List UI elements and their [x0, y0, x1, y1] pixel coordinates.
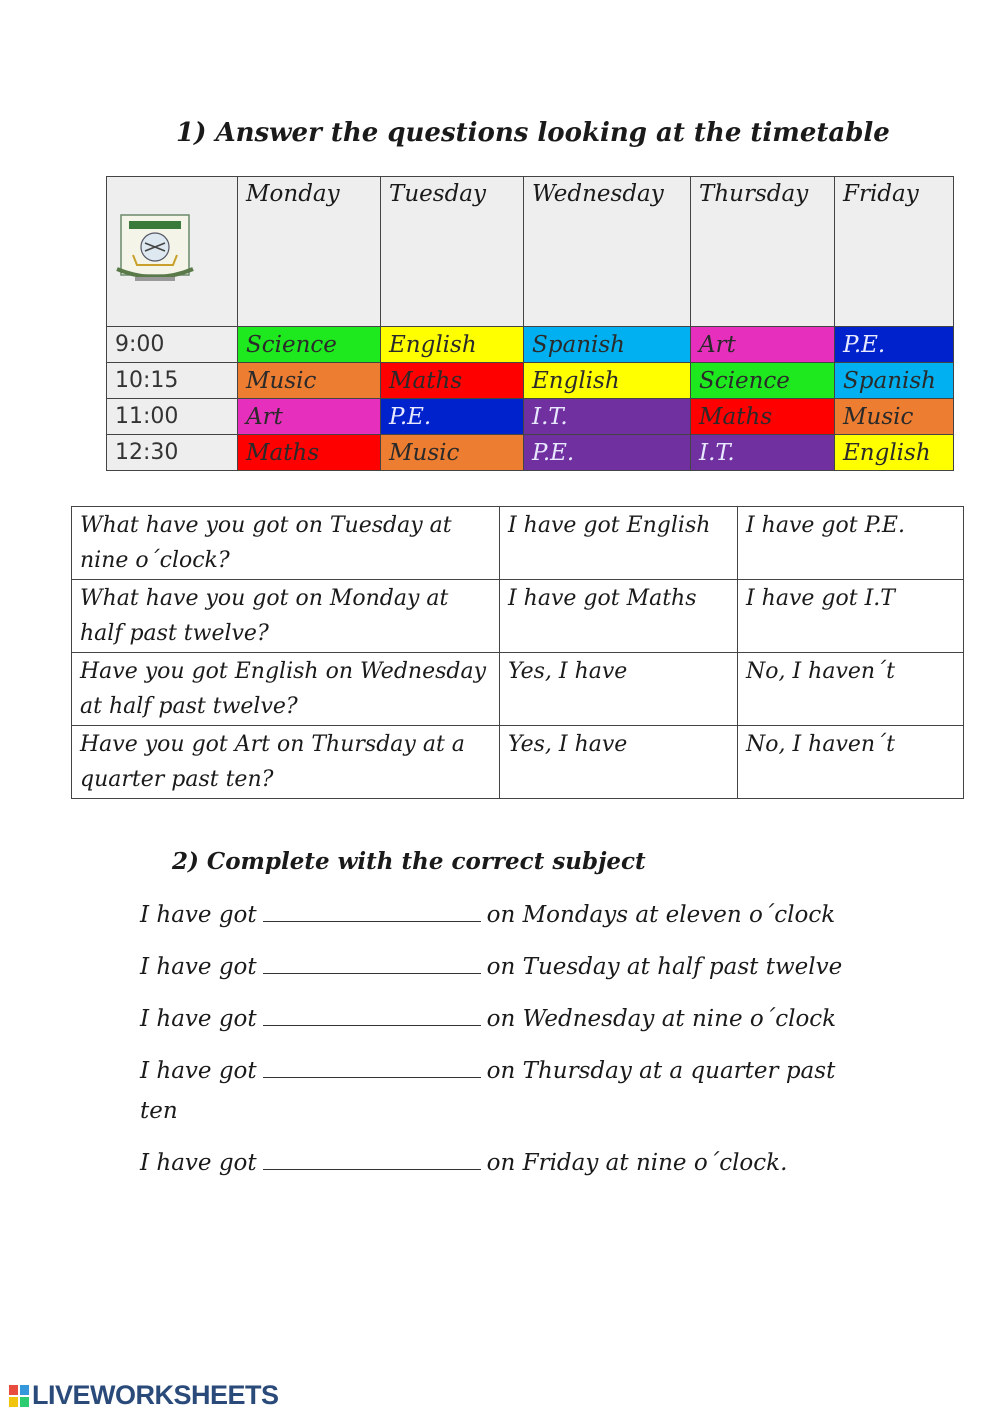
subject-cell: Music [238, 363, 381, 399]
timetable-row [107, 363, 954, 399]
day-header-monday: Monday [238, 177, 381, 327]
answer-option-b[interactable]: I have got I.T [738, 580, 964, 653]
question-text: What have you got on Tuesday at nine o´clock? [72, 507, 500, 580]
sentence-suffix: on Tuesday at half past twelve [486, 954, 843, 980]
subject-cell: Science [691, 363, 835, 399]
sentence-prefix: I have got [140, 954, 257, 980]
timetable-row [107, 399, 954, 435]
subject-cell: Maths [691, 399, 835, 435]
sentence [140, 1143, 880, 1183]
time-cell: 12:30 [107, 435, 238, 471]
question-text: Have you got Art on Thursday at a quarter past ten? [72, 726, 500, 799]
question-row [72, 507, 964, 580]
time-cell: 10:15 [107, 363, 238, 399]
answer-option-a[interactable]: I have got English [500, 507, 738, 580]
liveworksheets-logo-icon [8, 1384, 30, 1408]
question-row [72, 726, 964, 799]
answer-option-a[interactable]: Yes, I have [500, 726, 738, 799]
day-header-tuesday: Tuesday [381, 177, 524, 327]
timetable-row [107, 327, 954, 363]
answer-option-a[interactable]: I have got Maths [500, 580, 738, 653]
question-text: What have you got on Monday at half past twelve? [72, 580, 500, 653]
sentence [140, 1051, 880, 1131]
timetable-header-row [107, 177, 954, 327]
sentence-prefix: I have got [140, 1150, 257, 1176]
answer-blank[interactable] [263, 1149, 481, 1170]
subject-cell: Music [381, 435, 524, 471]
answer-blank[interactable] [263, 1005, 481, 1026]
answer-option-b[interactable]: No, I haven´t [738, 653, 964, 726]
section-1-title: 1) Answer the questions looking at the timetable [176, 118, 890, 148]
answer-option-a[interactable]: Yes, I have [500, 653, 738, 726]
sentence [140, 895, 880, 935]
subject-cell: I.T. [524, 399, 691, 435]
subject-cell: Spanish [524, 327, 691, 363]
time-cell: 9:00 [107, 327, 238, 363]
sentence-prefix: I have got [140, 1058, 257, 1084]
subject-cell: English [381, 327, 524, 363]
day-header-wednesday: Wednesday [524, 177, 691, 327]
subject-cell: P.E. [381, 399, 524, 435]
school-crest-icon [115, 213, 195, 289]
subject-cell: P.E. [524, 435, 691, 471]
subject-cell: Art [238, 399, 381, 435]
sentence [140, 947, 880, 987]
day-header-thursday: Thursday [691, 177, 835, 327]
sentence-prefix: I have got [140, 1006, 257, 1032]
footer-brand: LIVEWORKSHEETS [32, 1380, 279, 1410]
time-cell: 11:00 [107, 399, 238, 435]
fill-in-sentences [140, 895, 880, 1195]
question-row [72, 580, 964, 653]
question-text: Have you got English on Wednesday at half past twelve? [72, 653, 500, 726]
sentence [140, 999, 880, 1039]
answer-option-b[interactable]: No, I haven´t [738, 726, 964, 799]
subject-cell: P.E. [835, 327, 954, 363]
subject-cell: Art [691, 327, 835, 363]
answer-blank[interactable] [263, 1057, 481, 1078]
section-2-title: 2) Complete with the correct subject [172, 848, 646, 875]
sentence-suffix: on Wednesday at nine o´clock [486, 1006, 837, 1032]
sentence-suffix: on Mondays at eleven o´clock [486, 902, 836, 928]
answer-blank[interactable] [263, 953, 481, 974]
footer [8, 1380, 279, 1411]
question-row [72, 653, 964, 726]
sentence-suffix: on Thursday at a quarter past ten [140, 1058, 836, 1124]
subject-cell: Spanish [835, 363, 954, 399]
subject-cell: Maths [238, 435, 381, 471]
day-header-friday: Friday [835, 177, 954, 327]
subject-cell: English [835, 435, 954, 471]
questions-table [71, 506, 964, 799]
subject-cell: Science [238, 327, 381, 363]
subject-cell: English [524, 363, 691, 399]
sentence-suffix: on Friday at nine o´clock. [486, 1150, 788, 1176]
answer-option-b[interactable]: I have got P.E. [738, 507, 964, 580]
subject-cell: Music [835, 399, 954, 435]
sentence-prefix: I have got [140, 902, 257, 928]
answer-blank[interactable] [263, 901, 481, 922]
subject-cell: I.T. [691, 435, 835, 471]
timetable-row [107, 435, 954, 471]
timetable-logo-cell [107, 177, 238, 327]
timetable [106, 176, 954, 471]
subject-cell: Maths [381, 363, 524, 399]
